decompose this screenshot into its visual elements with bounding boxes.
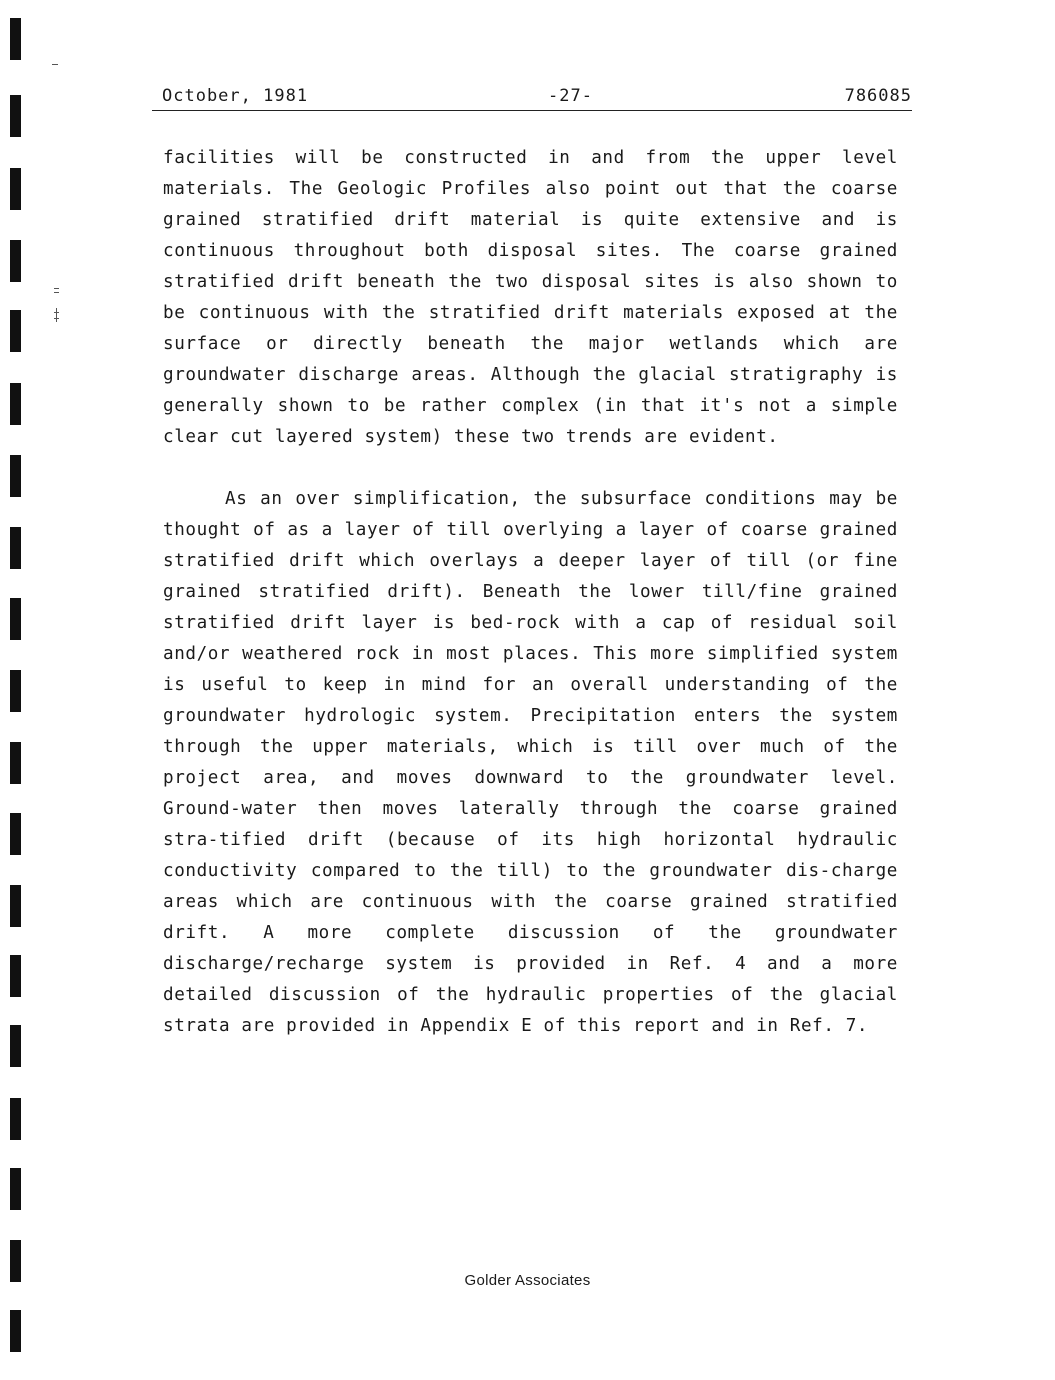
binding-mark xyxy=(10,383,21,425)
paragraph: facilities will be constructed in and from the upper level materials. The Geologic Profiles also point out that the coarse grained stratified drift material is quite extensive and is continuous throughout both disposal sites. The coarse grained stratified drift beneath the two disposal sites is also shown to be continuous with the stratified drift materials exposed at the surface or directly beneath the major wetlands which are groundwater discharge areas. Although the glacial stratigraphy is generally shown to be rather complex (in that it's not a simple clear cut layered system) these two trends are evident. xyxy=(163,148,898,447)
binding-mark xyxy=(10,955,21,997)
binding-mark xyxy=(10,168,21,210)
binding-mark xyxy=(10,742,21,784)
page-header xyxy=(152,84,912,111)
binding-mark xyxy=(10,598,21,640)
binding-mark xyxy=(10,95,21,137)
binding-mark xyxy=(10,670,21,712)
binding-mark xyxy=(10,310,21,352)
binding-mark xyxy=(10,1098,21,1140)
body-text xyxy=(163,143,898,1042)
scan-speck xyxy=(54,318,59,319)
binding-mark xyxy=(10,1310,21,1352)
document-number: 786085 xyxy=(844,86,912,106)
header-date: October, 1981 xyxy=(162,86,309,106)
scan-speck xyxy=(54,288,59,289)
scan-speck xyxy=(54,292,59,293)
binding-mark xyxy=(10,240,21,282)
binding-mark xyxy=(10,1025,21,1067)
binding-mark xyxy=(10,1168,21,1210)
page-number: -27- xyxy=(548,86,593,106)
binding-mark xyxy=(10,455,21,497)
binding-mark xyxy=(10,18,21,60)
binding-hole-marks xyxy=(10,0,30,1380)
scan-speck xyxy=(52,64,58,65)
scan-speck xyxy=(56,308,57,322)
binding-mark xyxy=(10,813,21,855)
binding-mark xyxy=(10,527,21,569)
paragraph: As an over simplification, the subsurface conditions may be thought of as a layer of till overlying a layer of coarse grained stratified drift which overlays a deeper layer of till (or fine grained stratified drift). Beneath the lower till/fine grained stratified drift layer is bed-rock with a cap of residual soil and/or weathered rock in most places. This more simplified system is useful to keep in mind for an overall understanding of the groundwater hydrologic system. Precipitation enters the system through the upper materials, which is till over much of the project area, and moves downward to the groundwater level. Ground-water then moves laterally through the coarse grained stra-tified drift (because of its high horizontal hydraulic conductivity compared to the till) to the groundwater dis-charge areas which are continuous with the coarse grained stratified drift. A more complete discussion of the groundwater discharge/recharge system is provided in Ref. 4 and a more detailed discussion of the hydraulic properties of the glacial strata are provided in Appendix E of this report and in Ref. 7. xyxy=(163,489,898,1036)
footer-company: Golder Associates xyxy=(464,1272,591,1289)
binding-mark xyxy=(10,885,21,927)
